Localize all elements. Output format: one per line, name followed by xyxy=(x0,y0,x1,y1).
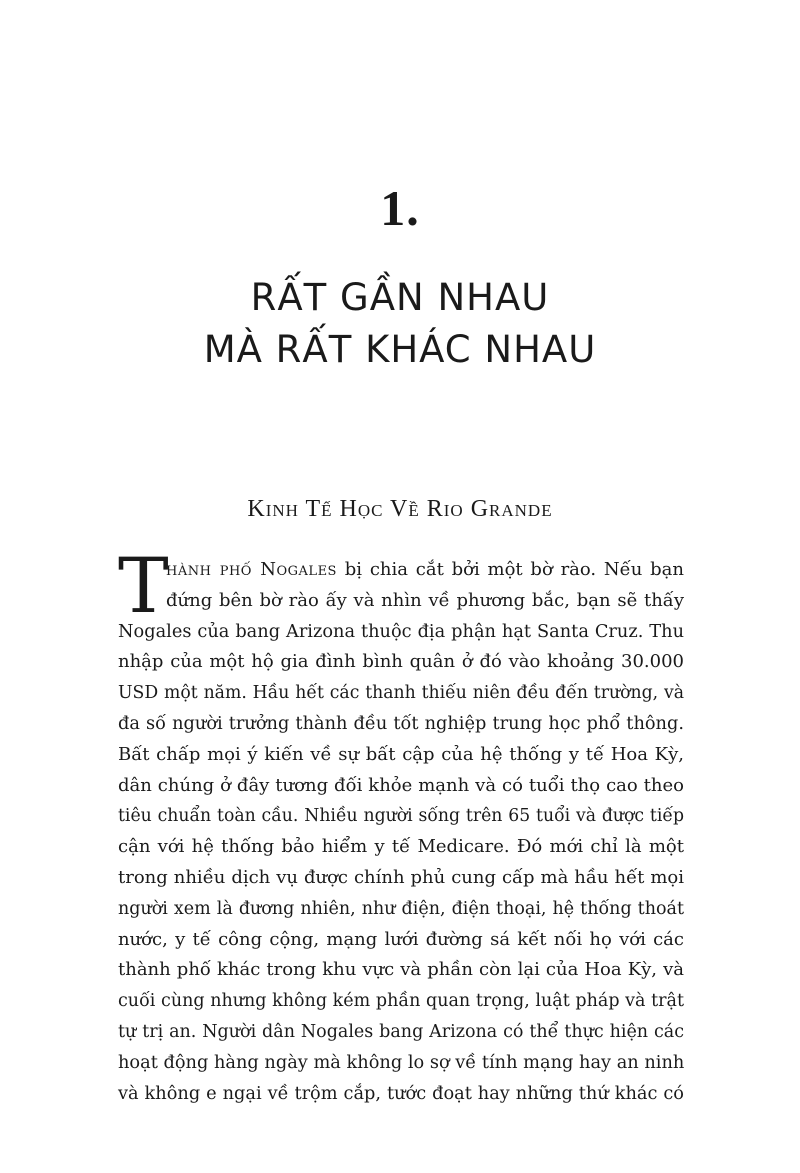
text-line: đứng bên bờ rào ấy và nhìn về phương bắc, bạn sẽ thấy xyxy=(166,589,684,611)
text-line: thành phố khác trong khu vực và phần còn lại của Hoa Kỳ, và xyxy=(118,959,684,981)
drop-cap: T xyxy=(118,541,169,630)
text-line xyxy=(118,555,684,586)
text-line: USD một năm. Hầu hết các thanh thiếu niên đều đến trường, và xyxy=(118,683,684,704)
text-line: Nogales của bang Arizona thuộc địa phận hạt Santa Cruz. Thu xyxy=(118,621,684,642)
text-line: hoạt động hàng ngày mà không lo sợ về tính mạng hay an ninh xyxy=(118,1052,685,1073)
text-line: và không e ngại về trộm cắp, tước đoạt hay những thứ khác có xyxy=(118,1083,684,1104)
lead-in: hành phố Nogales xyxy=(166,559,337,580)
text-line: người xem là đương nhiên, như điện, điện thoại, hệ thống thoát xyxy=(118,898,684,919)
text-line: đa số người trưởng thành đều tốt nghiệp trung học phổ thông. xyxy=(118,713,684,734)
text-line: nước, y tế công cộng, mạng lưới đường sá kết nối họ với các xyxy=(118,928,684,950)
text-line: tiêu chuẩn toàn cầu. Nhiều người sống trên 65 tuổi và được tiếp xyxy=(118,806,684,827)
text-line: dân chúng ở đây tương đối khỏe mạnh và có tuổi thọ cao theo xyxy=(118,774,684,796)
chapter-title-line-2: MÀ RẤT KHÁC NHAU xyxy=(203,328,597,371)
text-line: nhập của một hộ gia đình bình quân ở đó vào khoảng 30.000 xyxy=(118,651,684,673)
chapter-title-line-1: RẤT GẦN NHAU xyxy=(250,276,550,319)
chapter-number: 1. xyxy=(380,180,420,236)
text-line: trong nhiều dịch vụ được chính phủ cung cấp mà hầu hết mọi xyxy=(118,866,684,888)
body-paragraph xyxy=(118,555,684,1109)
text-line: tự trị an. Người dân Nogales bang Arizona có thể thực hiện các xyxy=(118,1021,684,1042)
text-line: Bất chấp mọi ý kiến về sự bất cập của hệ thống y tế Hoa Kỳ, xyxy=(118,743,684,765)
chapter-title xyxy=(0,272,800,376)
text-line: cuối cùng nhưng không kém phần quan trọng, luật pháp và trật xyxy=(118,991,684,1012)
text-line: cận với hệ thống bảo hiểm y tế Medicare. Đó mới chỉ là một xyxy=(118,836,684,858)
section-heading: Kinh Tế Học Về Rio Grande xyxy=(247,496,553,522)
text-line-part: bị chia cắt bởi một bờ rào. Nếu bạn xyxy=(336,559,684,580)
